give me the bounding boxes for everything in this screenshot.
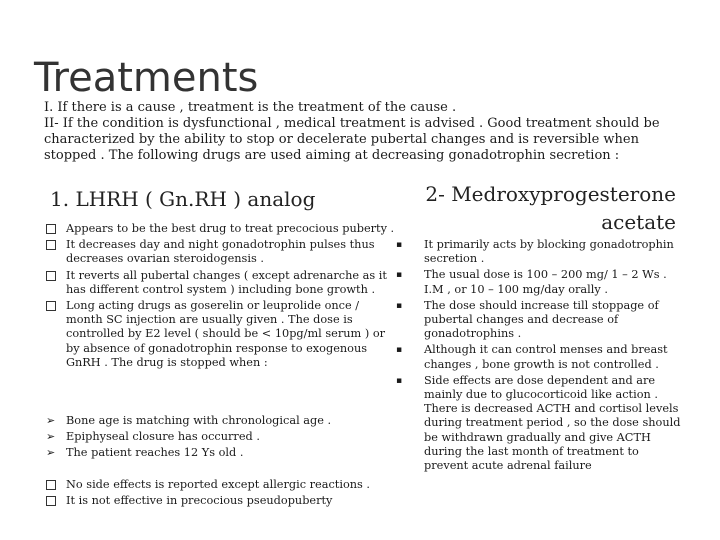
checkbox-bullet-icon (46, 494, 62, 511)
square-bullet-icon: ▪ (396, 375, 403, 386)
list-item: ➢ Bone age is matching with chronological age . (46, 414, 332, 427)
list-item: ▪ Side effects are dose dependent and are mainly due to glucocorticoid like action . There is decreased ACTH and cortisol levels during treatment period , so the dose should be withdrawn gradually and give ACTH during the last month of treatment to prevent acute adrenal failure (396, 373, 681, 473)
checkbox-bullet-icon (46, 299, 62, 316)
list-item: ▪ It primarily acts by blocking gonadotrophin secretion . (396, 238, 674, 266)
list-item: ➢ Epiphyseal closure has occurred . (46, 430, 260, 444)
page-title: Treatments (34, 55, 259, 101)
checkbox-bullet-icon (46, 478, 62, 495)
lhrh-notes-list (46, 478, 398, 510)
square-bullet-icon: ▪ (396, 345, 403, 356)
intro-line-2: II- If the condition is dysfunctional , medical treatment is advised . Good treatment should be characterized by the ability to stop or decelerate pubertal changes and is reversible when stopped . The following drugs are used aiming at decreasing gonadotrophin secretion : (44, 116, 660, 163)
medroxyprogesterone-bullet-list (396, 238, 686, 475)
square-bullet-icon: ▪ (396, 270, 403, 281)
checkbox-bullet-icon (46, 222, 62, 239)
lhrh-bullet-list (46, 222, 398, 372)
checkbox-bullet-icon (46, 238, 62, 255)
list-item: It is not effective in precocious pseudopuberty (46, 494, 398, 508)
checkbox-bullet-icon (46, 269, 62, 286)
list-item: No side effects is reported except allergic reactions . (46, 478, 398, 492)
intro-text (44, 100, 694, 164)
list-item: Appears to be the best drug to treat precocious puberty . (46, 222, 398, 236)
list-item: ➢ The patient reaches 12 Ys old . (46, 446, 244, 460)
list-item: It decreases day and night gonadotrophin pulses thus decreases ovarian steroidogensis . (46, 238, 398, 266)
lhrh-heading: 1. LHRH ( Gn.RH ) analog (50, 187, 316, 211)
arrow-bullet-icon: ➢ (46, 414, 56, 427)
medroxyprogesterone-heading: 2- Medroxyprogesterone acetate (425, 182, 676, 234)
arrow-bullet-icon: ➢ (46, 446, 56, 460)
list-item: It reverts all pubertal changes ( except adrenarche as it has different control system ) including bone growth . (46, 269, 398, 297)
square-bullet-icon: ▪ (396, 300, 403, 311)
intro-line-1: I. If there is a cause , treatment is the treatment of the cause . (44, 100, 457, 115)
square-bullet-icon: ▪ (396, 240, 403, 250)
arrow-bullet-icon: ➢ (46, 430, 56, 444)
list-item: ▪ The usual dose is 100 – 200 mg/ 1 – 2 Ws . I.M , or 10 – 100 mg/day orally . (396, 268, 667, 296)
list-item: ▪ Although it can control menses and breast changes , bone growth is not controlled . (396, 343, 668, 371)
list-item: ▪ The dose should increase till stoppage of pubertal changes and decrease of gonadotrophins . (396, 298, 659, 341)
list-item: Long acting drugs as goserelin or leuprolide once / month SC injection are usually given . The dose is controlled by E2 level ( should be < 10pg/ml serum ) or by absence of gonadotrophin response to exogenous GnRH . The drug is stopped when : (46, 299, 398, 370)
stop-conditions-list (46, 414, 398, 463)
